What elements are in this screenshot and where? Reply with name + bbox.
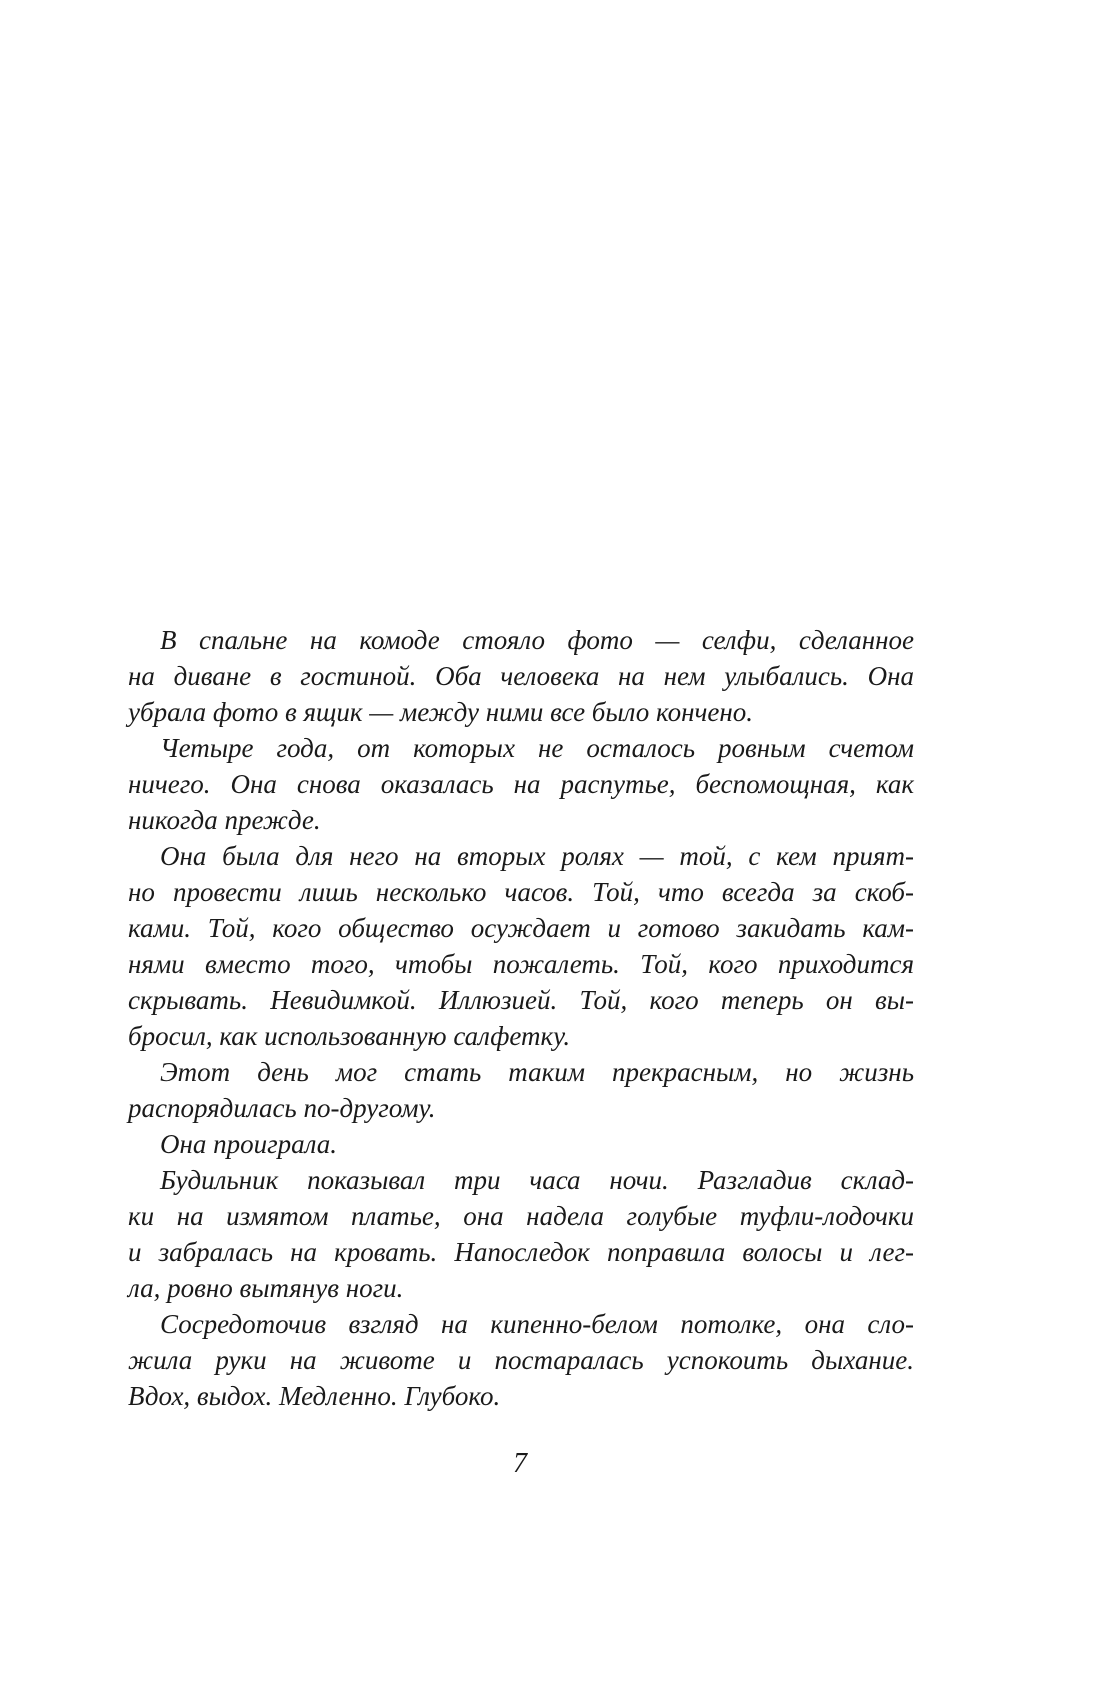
text-line: бросил, как использованную салфетку. xyxy=(128,1021,571,1051)
text-line: ками. Той, кого общество осуждает и готово закидать кам- xyxy=(128,913,914,943)
text-line: Сосредоточив взгляд на кипенно-белом потолке, она сло- xyxy=(160,1309,914,1339)
text-line: распорядилась по-другому. xyxy=(128,1093,436,1123)
text-line: жила руки на животе и постаралась успокоить дыхание. xyxy=(128,1345,914,1375)
text-line: Четыре года, от которых не осталось ровным счетом xyxy=(160,733,914,763)
text-line: Она была для него на вторых ролях — той, с кем прият- xyxy=(160,841,914,871)
text-line: никогда прежде. xyxy=(128,805,321,835)
text-line: ла, ровно вытянув ноги. xyxy=(128,1273,404,1303)
text-line: убрала фото в ящик — между ними все было кончено. xyxy=(128,697,754,727)
page-number: 7 xyxy=(513,1448,527,1479)
text-line: Она проиграла. xyxy=(160,1129,338,1159)
text-line: В спальне на комоде стояло фото — селфи, сделанное xyxy=(160,625,914,655)
text-line: на диване в гостиной. Оба человека на нем улыбались. Она xyxy=(128,661,914,691)
text-line: Вдох, выдох. Медленно. Глубоко. xyxy=(128,1381,501,1411)
text-line: ничего. Она снова оказалась на распутье, беспомощная, как xyxy=(128,769,914,799)
text-line: Будильник показывал три часа ночи. Разгладив склад- xyxy=(160,1165,914,1195)
body-text xyxy=(128,622,914,1414)
text-line: и забралась на кровать. Напоследок поправила волосы и лег- xyxy=(128,1237,914,1267)
text-line: скрывать. Невидимкой. Иллюзией. Той, кого теперь он вы- xyxy=(128,985,914,1015)
text-line: нями вместо того, чтобы пожалеть. Той, кого приходится xyxy=(128,949,914,979)
text-line: но провести лишь несколько часов. Той, что всегда за скоб- xyxy=(128,877,914,907)
text-line: Этот день мог стать таким прекрасным, но жизнь xyxy=(160,1057,914,1087)
text-line: ки на измятом платье, она надела голубые туфли-лодочки xyxy=(128,1201,914,1231)
